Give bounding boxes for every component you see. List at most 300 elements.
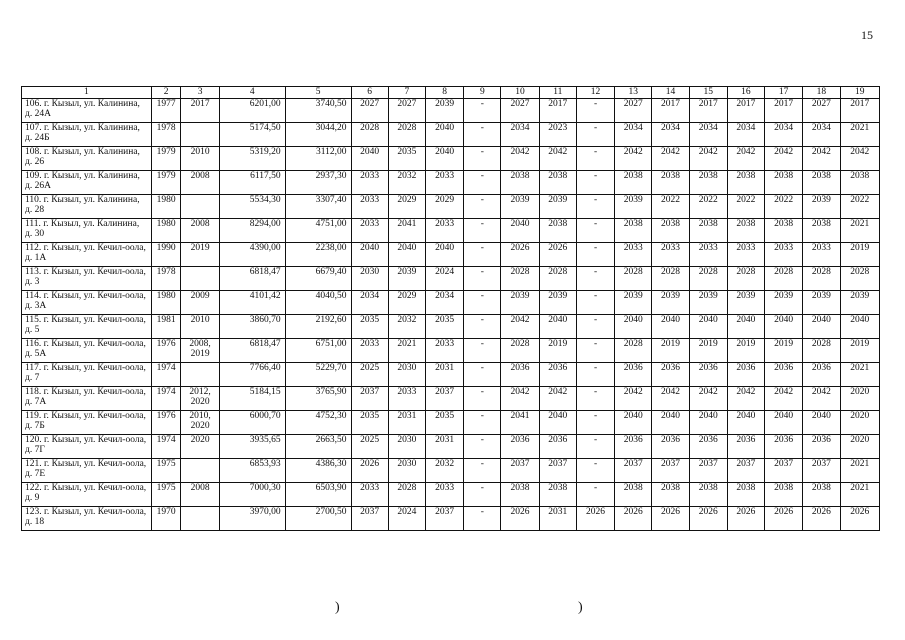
value-cell: 2027: [615, 98, 652, 122]
value-cell: -: [464, 434, 501, 458]
repair-year-cell: 2020: [181, 434, 219, 458]
value-cell: 2034: [351, 290, 388, 314]
repair-year-cell: [181, 122, 219, 146]
area-cell: 5229,70: [285, 362, 351, 386]
value-cell: -: [464, 506, 501, 530]
value-cell: 2042: [689, 386, 727, 410]
table-row: [22, 338, 880, 362]
value-cell: -: [464, 482, 501, 506]
value-cell: 2037: [803, 458, 840, 482]
value-cell: 2041: [501, 410, 539, 434]
value-cell: 2038: [727, 218, 764, 242]
value-cell: 2038: [689, 482, 727, 506]
value-cell: 2033: [615, 242, 652, 266]
value-cell: 2027: [803, 98, 840, 122]
value-cell: 2040: [727, 314, 764, 338]
value-cell: 2040: [615, 410, 652, 434]
value-cell: 2036: [615, 362, 652, 386]
address-cell: 110. г. Кызыл, ул. Калинина, д. 28: [22, 194, 152, 218]
page-number: 15: [861, 28, 873, 42]
value-cell: 2019: [689, 338, 727, 362]
value-cell: 2036: [689, 362, 727, 386]
table-row: [22, 122, 880, 146]
value-cell: 1970: [151, 506, 181, 530]
repair-year-cell: [181, 458, 219, 482]
table-row: [22, 194, 880, 218]
value-cell: 2023: [539, 122, 576, 146]
value-cell: 2036: [615, 434, 652, 458]
value-cell: 2040: [803, 410, 840, 434]
value-cell: 2034: [727, 122, 764, 146]
value-cell: -: [464, 170, 501, 194]
value-cell: 2040: [539, 410, 576, 434]
address-cell: 113. г. Кызыл, ул. Кечил-оола, д. 3: [22, 266, 152, 290]
value-cell: -: [576, 338, 614, 362]
value-cell: 2026: [652, 506, 689, 530]
value-cell: 2034: [765, 122, 803, 146]
value-cell: 2039: [615, 290, 652, 314]
value-cell: 2038: [539, 218, 576, 242]
value-cell: 2037: [351, 506, 388, 530]
repair-year-cell: 2008, 2019: [181, 338, 219, 362]
value-cell: 2036: [803, 362, 840, 386]
value-cell: 2028: [727, 266, 764, 290]
value-cell: 2039: [539, 194, 576, 218]
area-cell: 6853,93: [219, 458, 285, 482]
value-cell: 2040: [689, 410, 727, 434]
table-body: [22, 98, 880, 530]
value-cell: -: [576, 146, 614, 170]
value-cell: 2026: [351, 458, 388, 482]
area-cell: 6000,70: [219, 410, 285, 434]
value-cell: 2035: [351, 314, 388, 338]
value-cell: 2038: [727, 482, 764, 506]
value-cell: 2020: [840, 386, 880, 410]
value-cell: 2036: [501, 362, 539, 386]
area-cell: 3935,65: [219, 434, 285, 458]
value-cell: 2022: [840, 194, 880, 218]
value-cell: 2034: [501, 122, 539, 146]
repair-year-cell: 2010, 2020: [181, 410, 219, 434]
value-cell: 2029: [388, 194, 425, 218]
value-cell: 2038: [501, 482, 539, 506]
value-cell: 2042: [803, 386, 840, 410]
area-cell: 6818,47: [219, 266, 285, 290]
value-cell: 2040: [425, 146, 463, 170]
value-cell: 2022: [689, 194, 727, 218]
value-cell: 2036: [727, 434, 764, 458]
area-cell: 6503,90: [285, 482, 351, 506]
area-cell: 6117,50: [219, 170, 285, 194]
value-cell: 2017: [652, 98, 689, 122]
repair-year-cell: 2008: [181, 170, 219, 194]
scan-mark-right: ): [578, 600, 583, 615]
value-cell: 2026: [727, 506, 764, 530]
value-cell: 2039: [840, 290, 880, 314]
value-cell: 2038: [615, 170, 652, 194]
repair-year-cell: 2012, 2020: [181, 386, 219, 410]
value-cell: 2039: [425, 98, 463, 122]
address-cell: 116. г. Кызыл, ул. Кечил-оола, д. 5А: [22, 338, 152, 362]
value-cell: 2033: [689, 242, 727, 266]
value-cell: 2019: [840, 242, 880, 266]
table-row: [22, 506, 880, 530]
area-cell: 2663,50: [285, 434, 351, 458]
value-cell: 2028: [388, 482, 425, 506]
column-header-14: 14: [652, 87, 689, 99]
area-cell: 6818,47: [219, 338, 285, 362]
value-cell: 2035: [425, 410, 463, 434]
value-cell: 1976: [151, 410, 181, 434]
value-cell: 2040: [351, 242, 388, 266]
value-cell: 2039: [388, 266, 425, 290]
column-header-1: 1: [22, 87, 152, 99]
value-cell: 2036: [727, 362, 764, 386]
value-cell: 2021: [840, 458, 880, 482]
value-cell: 2040: [501, 218, 539, 242]
value-cell: -: [576, 290, 614, 314]
value-cell: 2026: [765, 506, 803, 530]
value-cell: 2038: [615, 482, 652, 506]
value-cell: 2033: [425, 482, 463, 506]
area-cell: 5184,15: [219, 386, 285, 410]
value-cell: 1974: [151, 386, 181, 410]
address-cell: 114. г. Кызыл, ул. Кечил-оола, д. 3А: [22, 290, 152, 314]
value-cell: 2042: [803, 146, 840, 170]
value-cell: 2040: [425, 122, 463, 146]
table-row: [22, 266, 880, 290]
table-row: [22, 458, 880, 482]
value-cell: 2035: [425, 314, 463, 338]
value-cell: -: [464, 194, 501, 218]
value-cell: 2032: [425, 458, 463, 482]
value-cell: 2042: [539, 386, 576, 410]
value-cell: 2037: [765, 458, 803, 482]
area-cell: 3740,50: [285, 98, 351, 122]
value-cell: 1978: [151, 122, 181, 146]
table-row: [22, 98, 880, 122]
value-cell: 2033: [351, 482, 388, 506]
value-cell: -: [464, 338, 501, 362]
value-cell: 2042: [501, 146, 539, 170]
value-cell: 2034: [615, 122, 652, 146]
value-cell: 2019: [727, 338, 764, 362]
value-cell: 2028: [501, 266, 539, 290]
value-cell: 2030: [351, 266, 388, 290]
value-cell: 2028: [765, 266, 803, 290]
table-row: [22, 434, 880, 458]
value-cell: 2033: [765, 242, 803, 266]
value-cell: 2030: [388, 434, 425, 458]
value-cell: 2037: [425, 506, 463, 530]
area-cell: 2700,50: [285, 506, 351, 530]
repair-year-cell: [181, 506, 219, 530]
value-cell: -: [464, 242, 501, 266]
value-cell: 2032: [388, 314, 425, 338]
column-header-11: 11: [539, 87, 576, 99]
value-cell: 2033: [351, 194, 388, 218]
value-cell: -: [576, 386, 614, 410]
value-cell: 2042: [501, 386, 539, 410]
area-cell: 7000,30: [219, 482, 285, 506]
value-cell: 2038: [803, 482, 840, 506]
value-cell: 2041: [388, 218, 425, 242]
repair-year-cell: 2008: [181, 482, 219, 506]
area-cell: 3860,70: [219, 314, 285, 338]
value-cell: 2025: [351, 434, 388, 458]
repair-year-cell: [181, 266, 219, 290]
value-cell: 2019: [652, 338, 689, 362]
value-cell: 2017: [539, 98, 576, 122]
value-cell: 2025: [351, 362, 388, 386]
value-cell: 2042: [727, 146, 764, 170]
address-cell: 107. г. Кызыл, ул. Калинина, д. 24Б: [22, 122, 152, 146]
table-row: [22, 362, 880, 386]
table-row: [22, 482, 880, 506]
column-header-2: 2: [151, 87, 181, 99]
value-cell: 2033: [425, 338, 463, 362]
value-cell: 2034: [652, 122, 689, 146]
value-cell: 2028: [615, 338, 652, 362]
address-cell: 117. г. Кызыл, ул. Кечил-оола, д. 7: [22, 362, 152, 386]
value-cell: 2028: [689, 266, 727, 290]
value-cell: 2037: [539, 458, 576, 482]
value-cell: 2033: [351, 338, 388, 362]
area-cell: 5174,50: [219, 122, 285, 146]
value-cell: 2017: [765, 98, 803, 122]
address-cell: 120. г. Кызыл, ул. Кечил-оола, д. 7Г: [22, 434, 152, 458]
value-cell: 2027: [501, 98, 539, 122]
table-row: [22, 218, 880, 242]
value-cell: -: [464, 98, 501, 122]
value-cell: 2028: [501, 338, 539, 362]
value-cell: 2028: [840, 266, 880, 290]
value-cell: 2034: [689, 122, 727, 146]
value-cell: 2040: [615, 314, 652, 338]
value-cell: -: [576, 314, 614, 338]
address-cell: 112. г. Кызыл, ул. Кечил-оола, д. 1А: [22, 242, 152, 266]
value-cell: 2040: [388, 242, 425, 266]
value-cell: 2038: [652, 170, 689, 194]
value-cell: 2039: [803, 290, 840, 314]
value-cell: 2033: [425, 170, 463, 194]
value-cell: 2021: [840, 122, 880, 146]
value-cell: -: [576, 170, 614, 194]
column-header-4: 4: [219, 87, 285, 99]
address-cell: 121. г. Кызыл, ул. Кечил-оола, д. 7Е: [22, 458, 152, 482]
column-header-7: 7: [388, 87, 425, 99]
value-cell: 2019: [539, 338, 576, 362]
address-cell: 109. г. Кызыл, ул. Калинина, д. 26А: [22, 170, 152, 194]
value-cell: 1980: [151, 290, 181, 314]
value-cell: 2038: [765, 482, 803, 506]
value-cell: 2040: [803, 314, 840, 338]
area-cell: 4751,00: [285, 218, 351, 242]
area-cell: 6679,40: [285, 266, 351, 290]
address-cell: 118. г. Кызыл, ул. Кечил-оола, д. 7А: [22, 386, 152, 410]
address-cell: 108. г. Кызыл, ул. Калинина, д. 26: [22, 146, 152, 170]
value-cell: 2038: [615, 218, 652, 242]
table-row: [22, 314, 880, 338]
value-cell: 2036: [765, 362, 803, 386]
value-cell: 1975: [151, 458, 181, 482]
value-cell: 1981: [151, 314, 181, 338]
value-cell: 2038: [765, 218, 803, 242]
value-cell: 2029: [425, 194, 463, 218]
value-cell: 2026: [615, 506, 652, 530]
value-cell: 2033: [425, 218, 463, 242]
table-row: [22, 386, 880, 410]
value-cell: -: [464, 266, 501, 290]
value-cell: 2026: [501, 506, 539, 530]
column-header-3: 3: [181, 87, 219, 99]
value-cell: -: [464, 362, 501, 386]
address-cell: 123. г. Кызыл, ул. Кечил-оола, д. 18: [22, 506, 152, 530]
value-cell: 2024: [388, 506, 425, 530]
value-cell: 2026: [501, 242, 539, 266]
value-cell: 2040: [351, 146, 388, 170]
area-cell: 4101,42: [219, 290, 285, 314]
value-cell: 2037: [351, 386, 388, 410]
value-cell: 2021: [840, 218, 880, 242]
area-cell: 2937,30: [285, 170, 351, 194]
address-cell: 122. г. Кызыл, ул. Кечил-оола, д. 9: [22, 482, 152, 506]
value-cell: 2036: [689, 434, 727, 458]
address-cell: 119. г. Кызыл, ул. Кечил-оола, д. 7Б: [22, 410, 152, 434]
area-cell: 3112,00: [285, 146, 351, 170]
value-cell: 2040: [727, 410, 764, 434]
value-cell: 2037: [615, 458, 652, 482]
value-cell: 2026: [840, 506, 880, 530]
value-cell: 2017: [727, 98, 764, 122]
value-cell: 2033: [351, 218, 388, 242]
value-cell: 2042: [765, 386, 803, 410]
value-cell: 2026: [803, 506, 840, 530]
value-cell: -: [576, 410, 614, 434]
address-cell: 115. г. Кызыл, ул. Кечил-оола, д. 5: [22, 314, 152, 338]
value-cell: 2035: [351, 410, 388, 434]
value-cell: -: [464, 314, 501, 338]
value-cell: 2039: [765, 290, 803, 314]
value-cell: 2031: [388, 410, 425, 434]
value-cell: 2042: [840, 146, 880, 170]
value-cell: 1976: [151, 338, 181, 362]
value-cell: 2027: [388, 98, 425, 122]
value-cell: -: [464, 218, 501, 242]
value-cell: 1978: [151, 266, 181, 290]
value-cell: 2042: [689, 146, 727, 170]
header-row: [22, 87, 880, 99]
area-cell: 3044,20: [285, 122, 351, 146]
value-cell: 2020: [840, 410, 880, 434]
area-cell: 5534,30: [219, 194, 285, 218]
area-cell: 5319,20: [219, 146, 285, 170]
value-cell: 2040: [689, 314, 727, 338]
value-cell: 2038: [765, 170, 803, 194]
value-cell: 2033: [388, 386, 425, 410]
value-cell: 2024: [425, 266, 463, 290]
value-cell: 1977: [151, 98, 181, 122]
value-cell: -: [576, 482, 614, 506]
repair-year-cell: 2019: [181, 242, 219, 266]
value-cell: -: [576, 218, 614, 242]
repair-year-cell: 2008: [181, 218, 219, 242]
value-cell: -: [576, 266, 614, 290]
value-cell: 1974: [151, 434, 181, 458]
repair-year-cell: 2017: [181, 98, 219, 122]
area-cell: 4390,00: [219, 242, 285, 266]
value-cell: 2028: [652, 266, 689, 290]
area-cell: 6201,00: [219, 98, 285, 122]
column-header-5: 5: [285, 87, 351, 99]
value-cell: 2037: [425, 386, 463, 410]
column-header-12: 12: [576, 87, 614, 99]
column-header-10: 10: [501, 87, 539, 99]
value-cell: -: [464, 290, 501, 314]
value-cell: 2040: [652, 410, 689, 434]
value-cell: 2036: [652, 362, 689, 386]
value-cell: 2028: [803, 338, 840, 362]
value-cell: 2017: [689, 98, 727, 122]
value-cell: 2028: [615, 266, 652, 290]
value-cell: 2042: [727, 386, 764, 410]
value-cell: 2036: [539, 434, 576, 458]
value-cell: 2035: [388, 146, 425, 170]
value-cell: 2038: [501, 170, 539, 194]
column-header-13: 13: [615, 87, 652, 99]
repair-year-cell: [181, 194, 219, 218]
column-header-16: 16: [727, 87, 764, 99]
value-cell: 2040: [652, 314, 689, 338]
value-cell: 2028: [539, 266, 576, 290]
value-cell: 2042: [539, 146, 576, 170]
value-cell: 2042: [501, 314, 539, 338]
value-cell: 2032: [388, 170, 425, 194]
value-cell: -: [464, 458, 501, 482]
value-cell: 2036: [501, 434, 539, 458]
value-cell: 2037: [727, 458, 764, 482]
value-cell: 2038: [803, 170, 840, 194]
value-cell: 1974: [151, 362, 181, 386]
column-header-9: 9: [464, 87, 501, 99]
area-cell: 4752,30: [285, 410, 351, 434]
area-cell: 4386,30: [285, 458, 351, 482]
value-cell: 2022: [765, 194, 803, 218]
column-header-19: 19: [840, 87, 880, 99]
value-cell: 2028: [351, 122, 388, 146]
value-cell: 2026: [576, 506, 614, 530]
value-cell: 2036: [652, 434, 689, 458]
value-cell: 2033: [351, 170, 388, 194]
value-cell: 2039: [803, 194, 840, 218]
value-cell: 2038: [727, 170, 764, 194]
value-cell: 2038: [689, 218, 727, 242]
value-cell: 1980: [151, 218, 181, 242]
value-cell: 2037: [689, 458, 727, 482]
value-cell: 2040: [765, 314, 803, 338]
value-cell: 2034: [803, 122, 840, 146]
value-cell: 1980: [151, 194, 181, 218]
value-cell: 2030: [388, 362, 425, 386]
repair-year-cell: 2010: [181, 314, 219, 338]
area-cell: 4040,50: [285, 290, 351, 314]
value-cell: 2039: [501, 290, 539, 314]
value-cell: 2039: [615, 194, 652, 218]
value-cell: -: [576, 458, 614, 482]
column-header-8: 8: [425, 87, 463, 99]
value-cell: -: [576, 194, 614, 218]
column-header-18: 18: [803, 87, 840, 99]
